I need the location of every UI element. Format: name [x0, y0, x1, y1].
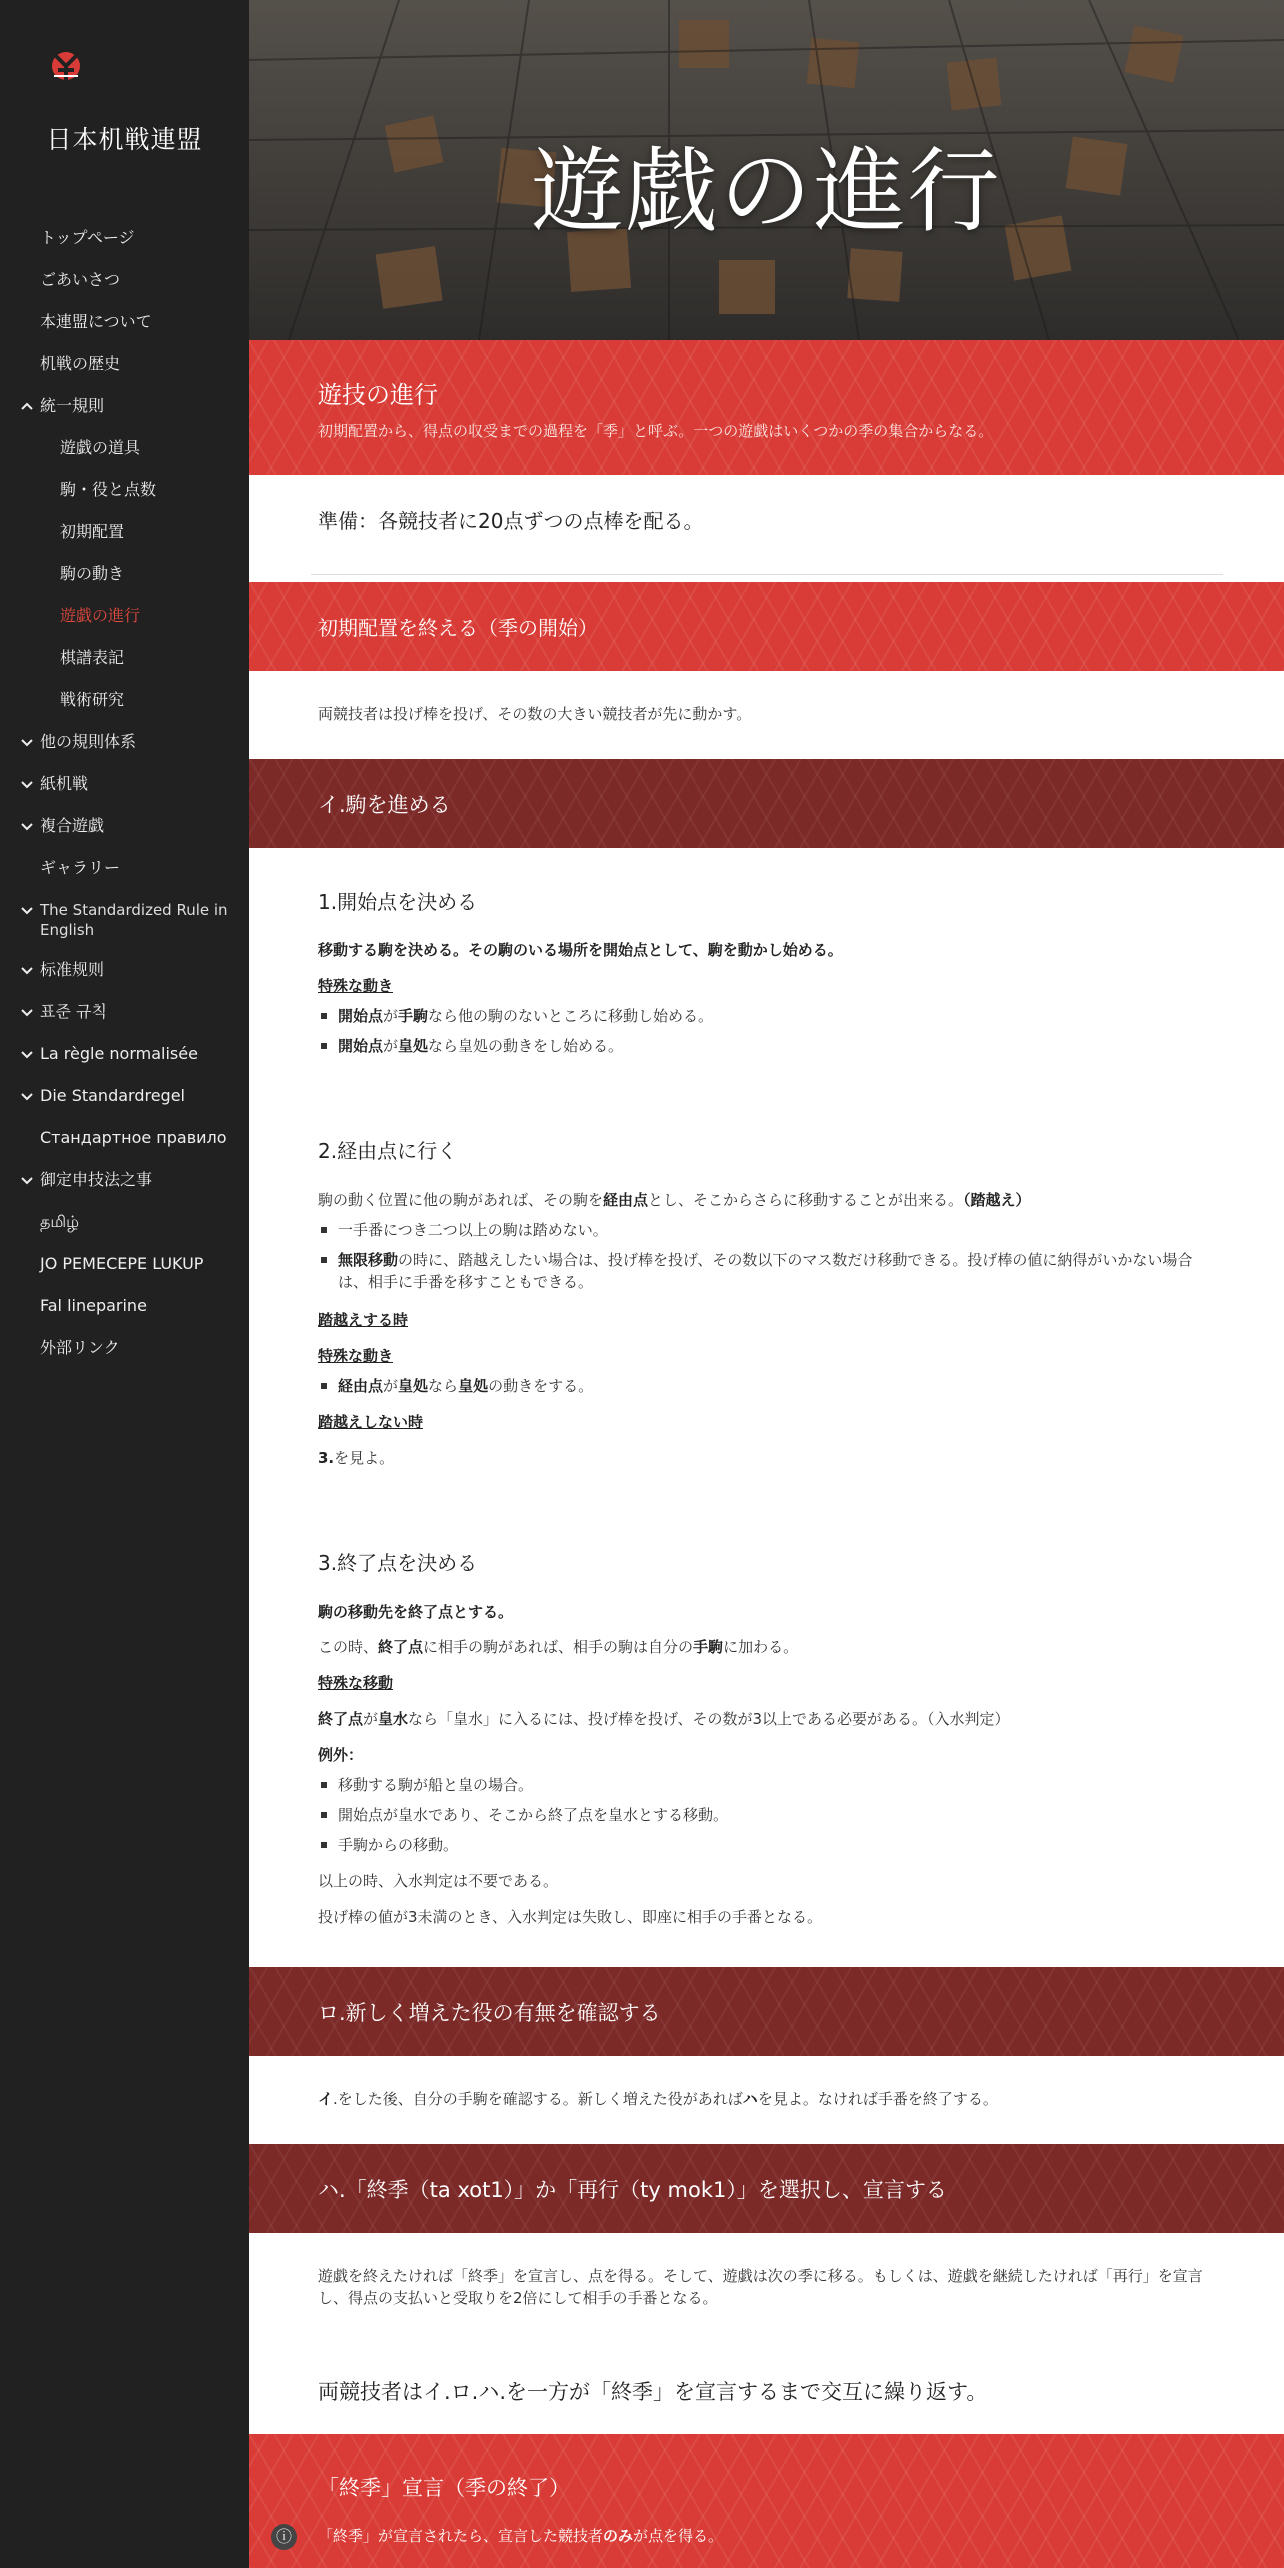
site-title[interactable]: 日本机戦連盟 [46, 125, 203, 154]
step1-heading: 1.開始点を決める [318, 890, 478, 914]
intro-title: 遊技の進行 [318, 381, 438, 409]
season-start-title: 初期配置を終える（季の開始） [318, 616, 598, 640]
chevron-down-icon[interactable] [20, 1005, 34, 1019]
sidebar-item[interactable] [40, 960, 241, 980]
step3-special-label: 特殊な移動 [318, 1674, 394, 1692]
chevron-down-icon[interactable] [20, 1047, 34, 1061]
section-i-band [249, 759, 1284, 848]
sidebar-item[interactable] [40, 1338, 241, 1358]
sidebar-item-label: Fal lineparine [40, 1296, 147, 1315]
sidebar-item-label: JO PEMECEPE LUKUP [40, 1254, 204, 1273]
sidebar-item[interactable] [40, 816, 241, 836]
sidebar-item[interactable] [60, 606, 241, 626]
sidebar [0, 0, 249, 2568]
step2-bullet-3: 経由点が皇処なら皇処の動きをする。 [318, 1375, 1214, 1397]
sidebar-item-label: 遊戯の進行 [60, 606, 141, 625]
sidebar-item[interactable] [40, 1044, 241, 1064]
step3-exception-3: 手駒からの移動。 [318, 1834, 1214, 1856]
chevron-down-icon[interactable] [20, 1089, 34, 1103]
step3-p1: この時、終了点に相手の駒があれば、相手の駒は自分の手駒に加わる。 [318, 1638, 799, 1656]
chevron-down-icon[interactable] [20, 819, 34, 833]
sidebar-item[interactable] [40, 1086, 241, 1106]
sidebar-item[interactable] [40, 312, 241, 332]
section-ha-title: ハ.「終季（ta xot1）」か「再行（ty mok1）」を選択し、宣言する [318, 2178, 947, 2202]
step2-bullet-1: 一手番につき二つ以上の駒は踏めない。 [318, 1219, 1214, 1241]
sidebar-item-label: 遊戯の道具 [60, 438, 141, 457]
sidebar-item-label: தமிழ் [40, 1212, 80, 1231]
hero-banner [249, 0, 1284, 340]
section-ha-band [249, 2144, 1284, 2233]
section-ro-title: ロ.新しく増えた役の有無を確認する [318, 2001, 661, 2025]
step1-bullet-2: 開始点が皇処なら皇処の動きをし始める。 [318, 1035, 1214, 1057]
sidebar-item[interactable] [40, 1296, 241, 1316]
sidebar-item[interactable] [60, 690, 241, 710]
sidebar-item[interactable] [40, 1128, 241, 1148]
chevron-down-icon[interactable] [20, 735, 34, 749]
step3-p4: 投げ棒の値が3未満のとき、入水判定は失敗し、即座に相手の手番となる。 [318, 1908, 822, 1926]
sidebar-item-label: 棋譜表記 [60, 648, 125, 667]
step3-p3: 以上の時、入水判定は不要である。 [318, 1872, 559, 1890]
sidebar-item[interactable] [60, 522, 241, 542]
chevron-down-icon[interactable] [20, 777, 34, 791]
step3-exceptions-label: 例外： [318, 1746, 364, 1764]
sidebar-item-label: 外部リンク [40, 1338, 120, 1357]
sidebar-item-label: 표준 규칙 [40, 1002, 107, 1021]
sidebar-item[interactable] [40, 900, 241, 940]
sidebar-item-label: 統一規則 [40, 396, 105, 415]
sidebar-item[interactable] [40, 774, 241, 794]
sidebar-item[interactable] [40, 1254, 241, 1274]
step2-bullet-2: 無限移動の時に、踏越えしたい場合は、投げ棒を投げ、その数以下のマス数だけ移動できる。投げ棒の値に納得がいかない場合は、相手に手番を移すこともできる。 [318, 1249, 1214, 1293]
sidebar-item[interactable] [40, 858, 241, 878]
step3-heading: 3.終了点を決める [318, 1551, 478, 1575]
repeat-text: 両競技者はイ.ロ.ハ.を一方が「終季」を宣言するまで交互に繰り返す。 [318, 2380, 988, 2404]
chevron-down-icon[interactable] [20, 903, 34, 917]
sidebar-item[interactable] [40, 732, 241, 752]
step1-lead: 移動する駒を決める。その駒のいる場所を開始点として、駒を動かし始める。 [318, 941, 843, 959]
sidebar-item[interactable] [60, 564, 241, 584]
step2-when-label: 踏越えする時 [318, 1311, 409, 1329]
season-start-text: 両競技者は投げ棒を投げ、その数の大きい競技者が先に動かす。 [318, 705, 752, 723]
sidebar-item-label: 标准规则 [40, 960, 105, 979]
chevron-up-icon[interactable] [20, 399, 34, 413]
sidebar-item-label: 机戦の歴史 [40, 354, 121, 373]
sidebar-item-label: The Standardized Rule in English [40, 901, 228, 939]
section-i-title: イ.駒を進める [318, 793, 451, 817]
sidebar-item[interactable] [40, 1170, 241, 1190]
step3-exception-2: 開始点が皇水であり、そこから終了点を皇水とする移動。 [318, 1804, 1214, 1826]
sidebar-item-label: La règle normalisée [40, 1044, 198, 1063]
sidebar-item-label: 駒の動き [60, 564, 125, 583]
step2-heading: 2.経由点に行く [318, 1139, 458, 1163]
sidebar-item-label: 初期配置 [60, 522, 125, 541]
sidebar-item-label: ごあいさつ [40, 270, 121, 289]
main-content [249, 0, 1284, 2568]
step2-paragraph: 駒の動く位置に他の駒があれば、その駒を経由点とし、そこからさらに移動することが出来る。（踏越え） [318, 1191, 1031, 1209]
prep-text: 準備：各競技者に20点ずつの点棒を配る。 [318, 509, 704, 533]
sidebar-item[interactable] [40, 396, 241, 416]
step1-bullet-1: 開始点が手駒なら他の駒のないところに移動し始める。 [318, 1005, 1214, 1027]
step3-exception-1: 移動する駒が船と皇の場合。 [318, 1774, 1214, 1796]
season-start-band [249, 582, 1284, 671]
sidebar-item[interactable] [60, 480, 241, 500]
sidebar-item[interactable] [60, 438, 241, 458]
sidebar-item-label: 複合遊戯 [40, 816, 105, 835]
step2-special-label: 特殊な動き [318, 1347, 394, 1365]
sidebar-item[interactable] [40, 1002, 241, 1022]
logo-icon[interactable] [44, 46, 88, 86]
sidebar-item-label: Стандартное правило [40, 1128, 227, 1147]
chevron-down-icon[interactable] [20, 1173, 34, 1187]
sidebar-item-label: Die Standardregel [40, 1086, 185, 1105]
season-end-band [249, 2434, 1284, 2568]
page-title: 遊戯の進行 [531, 138, 1002, 245]
info-icon[interactable]: ⓘ [271, 2524, 297, 2550]
sidebar-item-label: 駒・役と点数 [60, 480, 157, 499]
season-end-title: 「終季」宣言（季の終了） [318, 2476, 570, 2500]
sidebar-item-label: 紙机戦 [40, 774, 89, 793]
sidebar-item[interactable] [40, 270, 241, 290]
intro-subtitle: 初期配置から、得点の収受までの過程を「季」と呼ぶ。一つの遊戯はいくつかの季の集合からなる。 [318, 422, 994, 440]
section-ro-band [249, 1967, 1284, 2056]
sidebar-item[interactable] [40, 228, 241, 248]
chevron-down-icon[interactable] [20, 963, 34, 977]
step3-p2: 終了点が皇水なら「皇水」に入るには、投げ棒を投げ、その数が3以上である必要がある。（入水判定） [318, 1710, 1010, 1728]
sidebar-item-label: ギャラリー [40, 858, 121, 877]
sidebar-item-label: 他の規則体系 [40, 732, 137, 751]
step2-see: 3.を見よ。 [318, 1449, 395, 1467]
step1-special-label: 特殊な動き [318, 977, 394, 995]
sidebar-item-label: 本連盟について [40, 312, 152, 331]
sidebar-item[interactable] [40, 1212, 241, 1232]
sidebar-item[interactable] [40, 354, 241, 374]
season-end-text: 「終季」が宣言されたら、宣言した競技者のみが点を得る。 [318, 2527, 724, 2545]
sidebar-item[interactable] [60, 648, 241, 668]
sidebar-item-label: 戦術研究 [60, 690, 125, 709]
step2-no-label: 踏越えしない時 [318, 1413, 424, 1431]
sidebar-item-label: トップページ [40, 228, 135, 247]
intro-band [249, 340, 1284, 475]
section-ro-text: イ.をした後、自分の手駒を確認する。新しく増えた役があればハを見よ。なければ手番を終了する。 [318, 2090, 998, 2108]
sidebar-item-label: 御定申技法之事 [40, 1170, 153, 1189]
section-ha-text: 遊戯を終えたければ「終季」を宣言し、点を得る。そして、遊戯は次の季に移る。もしくは、遊戯を継続したければ「再行」を宣言し、得点の支払いと受取りを2倍にして相手の手番となる。 [318, 2267, 1203, 2307]
divider [311, 574, 1223, 575]
step3-lead: 駒の移動先を終了点とする。 [318, 1603, 514, 1621]
